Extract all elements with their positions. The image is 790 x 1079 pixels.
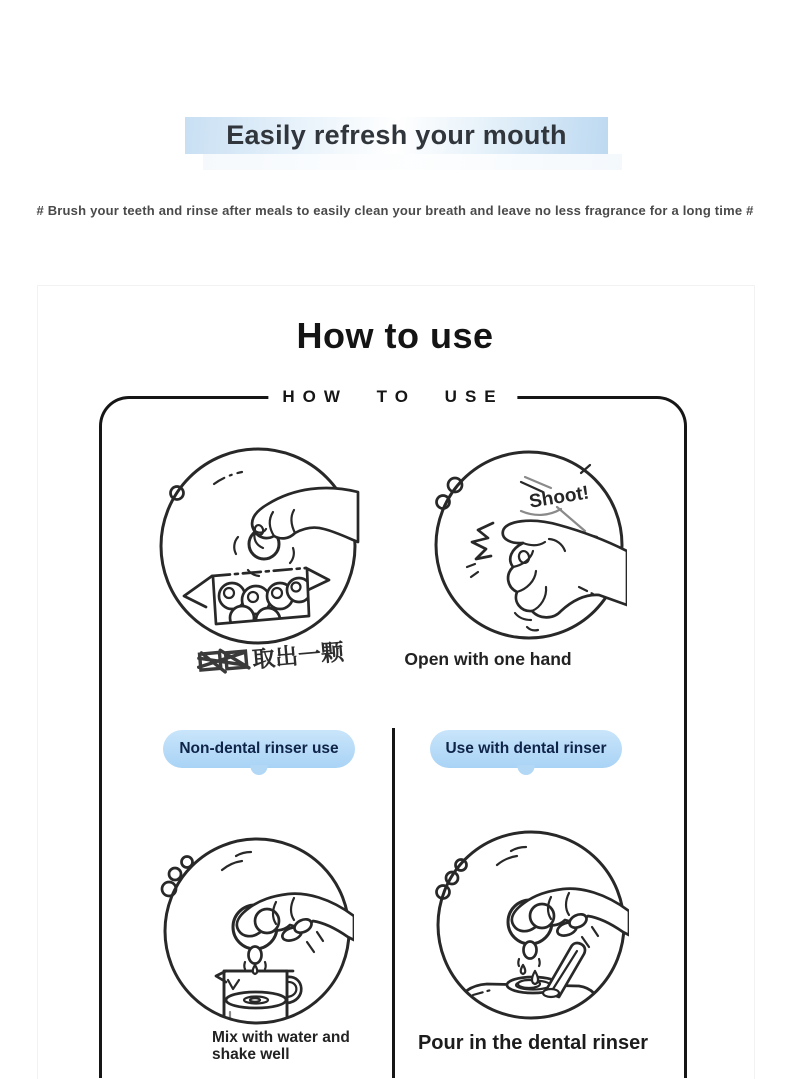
open-one-hand-illustration (431, 447, 627, 643)
take-capsule-illustration (156, 444, 360, 648)
banner-tagline: # Brush your teeth and rinse after meals to easily clean your breath and leave no less fragrance for a long time # (36, 203, 754, 218)
how-to-use-ribbon: HOW TO USE (268, 386, 517, 408)
column-divider (392, 728, 395, 1078)
scribble-icon (195, 645, 251, 676)
mix-caption-line2: shake well (212, 1045, 290, 1063)
shoot-sfx-text: Shoot! (527, 482, 591, 513)
method-label-text: Use with dental rinser (445, 740, 607, 757)
banner-title-text: Easily refresh your mouth (226, 120, 567, 150)
fist-icon (503, 521, 627, 618)
method-label-text: Non-dental rinser use (179, 740, 339, 757)
mix-with-water-illustration (160, 834, 354, 1028)
mix-caption-line1: Mix with water and (212, 1029, 350, 1046)
pour-caption: Pour in the dental rinser (417, 1032, 649, 1054)
method-label-non-dental (163, 730, 355, 768)
mix-caption (212, 1030, 392, 1063)
pour-in-rinser-illustration (433, 827, 629, 1023)
take-capsule-caption-text: 取出一颗 (251, 638, 345, 673)
method-label-dental (430, 730, 622, 768)
open-one-hand-caption: Open with one hand (404, 649, 572, 669)
banner-title (185, 117, 608, 154)
section-heading: How to use (296, 315, 494, 356)
hand-picking-icon (252, 488, 358, 542)
